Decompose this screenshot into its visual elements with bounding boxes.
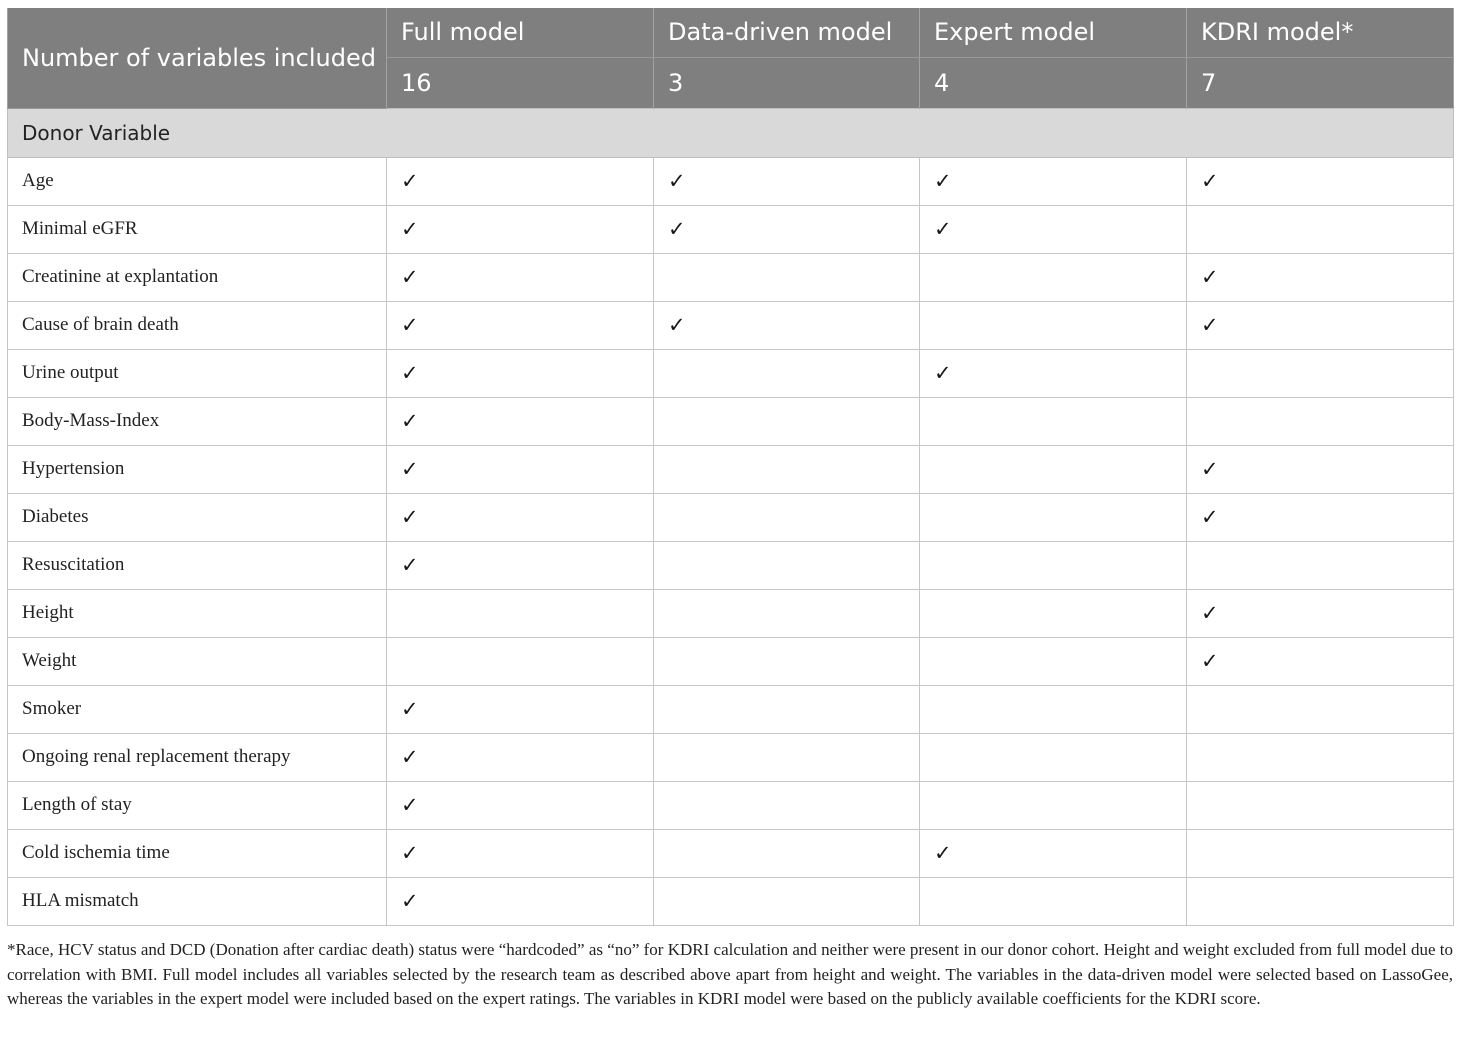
model-inclusion-cell (387, 493, 654, 541)
checkmark-icon: ✓ (401, 360, 419, 385)
model-inclusion-cell (920, 349, 1187, 397)
header-row-model-names (8, 8, 1454, 57)
model-inclusion-cell (654, 493, 920, 541)
model-inclusion-cell (1187, 397, 1454, 445)
checkmark-icon: ✓ (934, 840, 952, 865)
table-header (8, 8, 1454, 108)
checkmark-icon: ✓ (401, 264, 419, 289)
variable-name-cell: Urine output (8, 349, 387, 397)
model-inclusion-cell (654, 541, 920, 589)
checkmark-icon: ✓ (1201, 168, 1219, 193)
checkmark-icon: ✓ (401, 792, 419, 817)
model-inclusion-cell (920, 397, 1187, 445)
checkmark-icon: ✓ (668, 168, 686, 193)
model-inclusion-cell (654, 589, 920, 637)
checkmark-icon: ✓ (1201, 312, 1219, 337)
model-inclusion-cell (920, 733, 1187, 781)
model-inclusion-cell (920, 157, 1187, 205)
model-inclusion-cell (920, 253, 1187, 301)
variable-name-cell: Hypertension (8, 445, 387, 493)
model-inclusion-cell (1187, 157, 1454, 205)
checkmark-icon: ✓ (934, 168, 952, 193)
model-inclusion-cell (1187, 685, 1454, 733)
table-row (8, 493, 1454, 541)
table-footnote: *Race, HCV status and DCD (Donation after cardiac death) status were “hardcoded” as “no” for KDRI calculation and neither were present in our donor cohort. Height and weight excluded from full model due to correlation with BMI. Full model includes all variables selected by the research team as described above apart from height and weight. The variables in the data-driven model were selected based on LassoGee, whereas the variables in the expert model were included based on the expert ratings. The variables in KDRI model were based on the publicly available coefficients for the KDRI score. (7, 940, 1453, 1008)
checkmark-icon: ✓ (401, 216, 419, 241)
model-inclusion-cell (654, 157, 920, 205)
model-inclusion-cell (920, 829, 1187, 877)
variable-name-cell: HLA mismatch (8, 877, 387, 925)
checkmark-icon: ✓ (1201, 456, 1219, 481)
model-inclusion-cell (654, 781, 920, 829)
model-inclusion-cell (920, 301, 1187, 349)
table-row (8, 637, 1454, 685)
model-inclusion-cell (920, 685, 1187, 733)
variable-name-cell: Age (8, 157, 387, 205)
model-inclusion-cell (654, 733, 920, 781)
model-inclusion-cell (654, 205, 920, 253)
table-row (8, 253, 1454, 301)
header-model-name-expert: Expert model (920, 8, 1187, 57)
header-model-name-data-driven: Data-driven model (654, 8, 920, 57)
checkmark-icon: ✓ (934, 360, 952, 385)
model-inclusion-cell (920, 877, 1187, 925)
variable-name-cell: Minimal eGFR (8, 205, 387, 253)
variable-name-cell: Resuscitation (8, 541, 387, 589)
model-inclusion-cell (387, 637, 654, 685)
model-inclusion-cell (1187, 445, 1454, 493)
model-inclusion-cell (387, 877, 654, 925)
checkmark-icon: ✓ (401, 696, 419, 721)
model-inclusion-cell (1187, 541, 1454, 589)
table-row (8, 445, 1454, 493)
variable-name-cell: Cause of brain death (8, 301, 387, 349)
model-inclusion-cell (920, 589, 1187, 637)
model-inclusion-cell (920, 781, 1187, 829)
model-inclusion-cell (920, 541, 1187, 589)
model-inclusion-cell (920, 205, 1187, 253)
header-model-name-kdri: KDRI model* (1187, 8, 1454, 57)
table-row (8, 157, 1454, 205)
table-row (8, 301, 1454, 349)
model-inclusion-cell (387, 685, 654, 733)
variable-name-cell: Cold ischemia time (8, 829, 387, 877)
table-row (8, 589, 1454, 637)
variable-name-cell: Diabetes (8, 493, 387, 541)
checkmark-icon: ✓ (401, 168, 419, 193)
header-model-name-full: Full model (387, 8, 654, 57)
model-inclusion-cell (920, 445, 1187, 493)
checkmark-icon: ✓ (401, 744, 419, 769)
header-model-count-expert: 4 (920, 57, 1187, 108)
model-inclusion-cell (1187, 781, 1454, 829)
checkmark-icon: ✓ (401, 504, 419, 529)
model-inclusion-cell (1187, 349, 1454, 397)
model-inclusion-cell (1187, 253, 1454, 301)
table-row (8, 733, 1454, 781)
model-inclusion-cell (387, 445, 654, 493)
table-row (8, 541, 1454, 589)
table-row (8, 781, 1454, 829)
checkmark-icon: ✓ (1201, 600, 1219, 625)
model-inclusion-cell (1187, 205, 1454, 253)
model-inclusion-cell (1187, 589, 1454, 637)
model-inclusion-cell (387, 589, 654, 637)
model-inclusion-cell (1187, 733, 1454, 781)
model-inclusion-cell (654, 349, 920, 397)
section-label: Donor Variable (8, 108, 1454, 157)
checkmark-icon: ✓ (401, 552, 419, 577)
header-row-label: Number of variables included (8, 8, 387, 108)
model-inclusion-cell (387, 157, 654, 205)
model-inclusion-cell (920, 493, 1187, 541)
variable-name-cell: Length of stay (8, 781, 387, 829)
variable-name-cell: Ongoing renal replacement therapy (8, 733, 387, 781)
model-inclusion-cell (1187, 829, 1454, 877)
checkmark-icon: ✓ (668, 312, 686, 337)
model-inclusion-cell (654, 445, 920, 493)
checkmark-icon: ✓ (401, 312, 419, 337)
checkmark-icon: ✓ (934, 216, 952, 241)
table-row (8, 829, 1454, 877)
model-inclusion-cell (387, 541, 654, 589)
table-row (8, 349, 1454, 397)
variable-name-cell: Height (8, 589, 387, 637)
variables-table-container (7, 8, 1453, 926)
header-model-count-kdri: 7 (1187, 57, 1454, 108)
model-inclusion-cell (387, 253, 654, 301)
model-inclusion-cell (1187, 493, 1454, 541)
table-row (8, 877, 1454, 925)
model-inclusion-cell (654, 877, 920, 925)
model-inclusion-cell (654, 637, 920, 685)
variable-name-cell: Weight (8, 637, 387, 685)
checkmark-icon: ✓ (401, 408, 419, 433)
variable-name-cell: Smoker (8, 685, 387, 733)
variable-name-cell: Creatinine at explantation (8, 253, 387, 301)
model-inclusion-cell (654, 253, 920, 301)
header-model-count-full: 16 (387, 57, 654, 108)
table-row (8, 685, 1454, 733)
model-inclusion-cell (387, 397, 654, 445)
checkmark-icon: ✓ (1201, 648, 1219, 673)
variables-table (7, 8, 1454, 926)
checkmark-icon: ✓ (401, 888, 419, 913)
checkmark-icon: ✓ (401, 456, 419, 481)
model-inclusion-cell (1187, 301, 1454, 349)
checkmark-icon: ✓ (401, 840, 419, 865)
table-row (8, 205, 1454, 253)
variable-name-cell: Body-Mass-Index (8, 397, 387, 445)
model-inclusion-cell (654, 829, 920, 877)
checkmark-icon: ✓ (1201, 504, 1219, 529)
section-row (8, 108, 1454, 157)
model-inclusion-cell (1187, 877, 1454, 925)
model-inclusion-cell (654, 685, 920, 733)
model-inclusion-cell (387, 301, 654, 349)
model-inclusion-cell (387, 733, 654, 781)
checkmark-icon: ✓ (668, 216, 686, 241)
model-inclusion-cell (387, 781, 654, 829)
table-row (8, 397, 1454, 445)
checkmark-icon: ✓ (1201, 264, 1219, 289)
model-inclusion-cell (654, 301, 920, 349)
model-inclusion-cell (920, 637, 1187, 685)
model-inclusion-cell (387, 205, 654, 253)
table-body (8, 108, 1454, 925)
header-model-count-data-driven: 3 (654, 57, 920, 108)
model-inclusion-cell (654, 397, 920, 445)
model-inclusion-cell (387, 829, 654, 877)
model-inclusion-cell (387, 349, 654, 397)
model-inclusion-cell (1187, 637, 1454, 685)
